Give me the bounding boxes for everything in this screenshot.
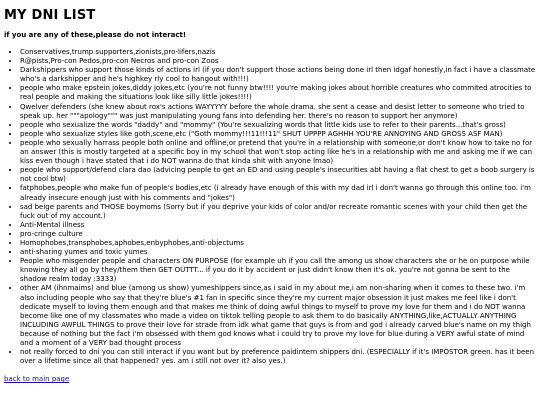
page-subtitle: if you are any of these,please do not interact! — [4, 31, 187, 39]
dni-list-item: • people who make epstein jokes,diddy jokes,etc (you're not funny btw!!!! you're making jokes about horrible creatures who commited atrocities to real people and making the situations look like silly little jokes!!!!) — [20, 84, 536, 102]
back-to-main-link[interactable]: back to main page — [4, 375, 70, 384]
dni-list-item: • fatphobes,people who make fun of people's bodies,etc (i already have enough of this with my dad irl i don't wanna go through this online too. i'm already insecure enough just with his comments and "jokes") — [20, 184, 536, 202]
dni-list-item: • people who support/defend clara dao (advicing people to get an ED and using people's insecurities abt having a flat chest to get a boob surgery is not cool btw) — [20, 166, 536, 184]
dni-list — [4, 48, 536, 366]
dni-list-item: • pro-cringe culture — [20, 230, 536, 239]
dni-list-item: • Anti-Mental illness — [20, 221, 536, 230]
dni-list-item: • R@pists,Pro-con Pedos,pro-con Necros and pro-con Zoos — [20, 57, 536, 66]
dni-list-item: • people who sexualize the words "daddy" and "mommy" (You're sexualizing words that little kids use to refer to their parents...that's gross) — [20, 121, 536, 130]
dni-list-item: • sad beige parents and THOSE boymoms (Sorry but if you deprive your kids of color and/or recreate romantic scenes with your child then get the fuck out of my account.) — [20, 203, 536, 221]
dni-list-item: • other AM (ihnmaims) and blue (among us show) yumeshippers since,as i said in my about me,i am non-sharing when it comes to these two. i'm also including people who say that they're blue's #1 fan in specific since they're my current major obsession it just makes me feel like i don't dedicate myself to loving them enough and that makes me think of doing awful things to myself to prove my love for them and i do NOT wanna become like one of my classmates who made a video on tiktok telling people to ask them to do basically ANYTHING,like,ACTUALLY ANYTHING INCLUDING AWFUL THINGS to prove their love for strade from idk what game that guys is from and god i already carved blue's name on my thigh because of nothing but the fact i'm obsessed with them god knows what i could try to prove my love for blue during a VERY awful state of mind and a moment of a VERY bad thought process — [20, 284, 536, 348]
dni-list-item: • not really forced to dni you can still interact if you want but by preference paidintern shippers dni. (ESPECIALLY if it's IMPOSTOR green. has it been over a lifetime since all that happened? yes. am i still not over it? also yes.) — [20, 348, 536, 366]
dni-list-item: • Qwelver defenders (she knew about rox's actions WAYYYYY before the whole drama. she sent a cease and desist letter to someone who tried to speak up. her """apology""" was just manipulating young fans into defending her. there's no reason to support her anymore) — [20, 103, 536, 121]
dni-list-item: • people who sexualize styles like goth,scene,etc ("Goth mommy!!!11!!!11" SHUT UPPPP AGHHH YOU'RE ANNOYING AND GROSS ASF MAN) — [20, 130, 536, 139]
page-title: MY DNI LIST — [4, 8, 96, 23]
dni-list-item: • people who sexually harrass people both online and offline,or pretend that you're in a relationship with someone,or don't know how to take no for an answer (this is mostly targeted at a specific boy in my school that won't stop acting like he's in a relationship with me and asking me if we can kiss even though i have stated that i do NOT wanna do that kinda shit with anyone lmao) — [20, 139, 536, 166]
dni-list-item: • Homophobes,transphobes,aphobes,enbyphobes,anti-objectums — [20, 239, 536, 248]
dni-list-item: • Darkshippers who support those kinds of actions irl (if you don't support those actions being done irl then idgaf honestly,in fact i have a classmate who's a darkshipper and he's highkey rly cool to hangout with!!!) — [20, 66, 536, 84]
dni-list-item: • People who misgender people and characters ON PURPOSE (for example uh if you call the among us show characters she or he on purpose while knowing they all go by they/them then GET OUTTT... if you do it by accident or just didn't know then it's ok. you're not gonna be sent to the shadow realm today :3333) — [20, 257, 536, 284]
dni-list-item: • anti-sharing yumes and toxic yumes — [20, 248, 536, 257]
dni-list-item: • Conservatives,trump supporters,zionists,pro-lifers,nazis — [20, 48, 536, 57]
